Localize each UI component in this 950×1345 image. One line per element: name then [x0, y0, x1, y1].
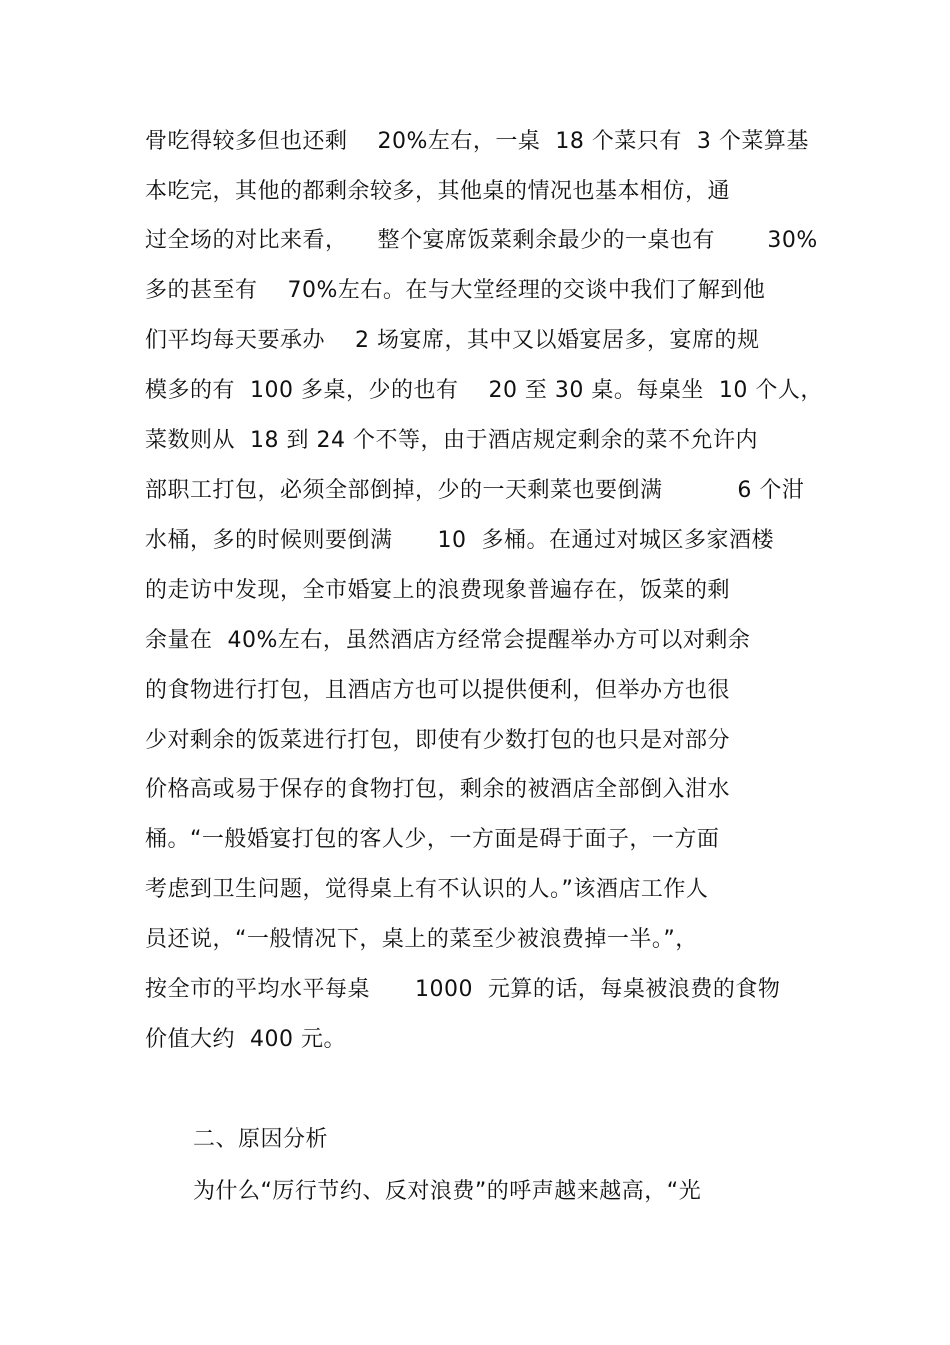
body-line-19: 价值大约 400 元。: [145, 1027, 346, 1052]
section-first-line: 为什么“厉行节约、反对浪费”的呼声越来越高，“光: [193, 1179, 702, 1204]
section-heading: 二、原因分析: [193, 1127, 329, 1152]
body-line-13: 少对剩余的饭菜进行打包，即使有少数打包的也只是对部分: [145, 728, 731, 753]
body-line-4: 多的甚至有 70%左右。在与大堂经理的交谈中我们了解到他: [145, 278, 766, 303]
body-line-10: 的走访中发现，全市婚宴上的浪费现象普遍存在，饭菜的剩: [145, 578, 731, 603]
body-line-11: 余量在 40%左右，虽然酒店方经常会提醒举办方可以对剩余: [145, 628, 751, 653]
body-line-6: 模多的有 100 多桌，少的也有 20 至 30 桌。每桌坐 10 个人，: [145, 378, 823, 403]
body-line-18: 按全市的平均水平每桌 1000 元算的话，每桌被浪费的食物: [145, 977, 781, 1002]
body-line-8: 部职工打包，必须全部倒掉，少的一天剩菜也要倒满 6 个泔: [145, 478, 805, 503]
body-line-9: 水桶，多的时候则要倒满 10 多桶。在通过对城区多家酒楼: [145, 528, 774, 553]
body-line-16: 考虑到卫生问题，觉得桌上有不认识的人。”该酒店工作人: [145, 877, 709, 902]
body-line-1: 骨吃得较多但也还剩 20%左右，一桌 18 个菜只有 3 个菜算基: [145, 129, 809, 154]
body-line-7: 菜数则从 18 到 24 个不等，由于酒店规定剩余的菜不允许内: [145, 428, 758, 453]
body-line-3: 过全场的对比来看， 整个宴席饭菜剩余最少的一桌也有 30%: [145, 228, 818, 253]
body-line-12: 的食物进行打包，且酒店方也可以提供便利，但举办方也很: [145, 678, 731, 703]
body-line-14: 价格高或易于保存的食物打包，剩余的被酒店全部倒入泔水: [145, 777, 731, 802]
body-line-17: 员还说，“一般情况下，桌上的菜至少被浪费掉一半。”，: [145, 927, 698, 952]
body-line-2: 本吃完，其他的都剩余较多，其他桌的情况也基本相仿，通: [145, 179, 731, 204]
body-line-5: 们平均每天要承办 2 场宴席，其中又以婚宴居多，宴席的规: [145, 328, 760, 353]
body-line-15: 桶。“一般婚宴打包的客人少，一方面是碍于面子，一方面: [145, 827, 720, 852]
